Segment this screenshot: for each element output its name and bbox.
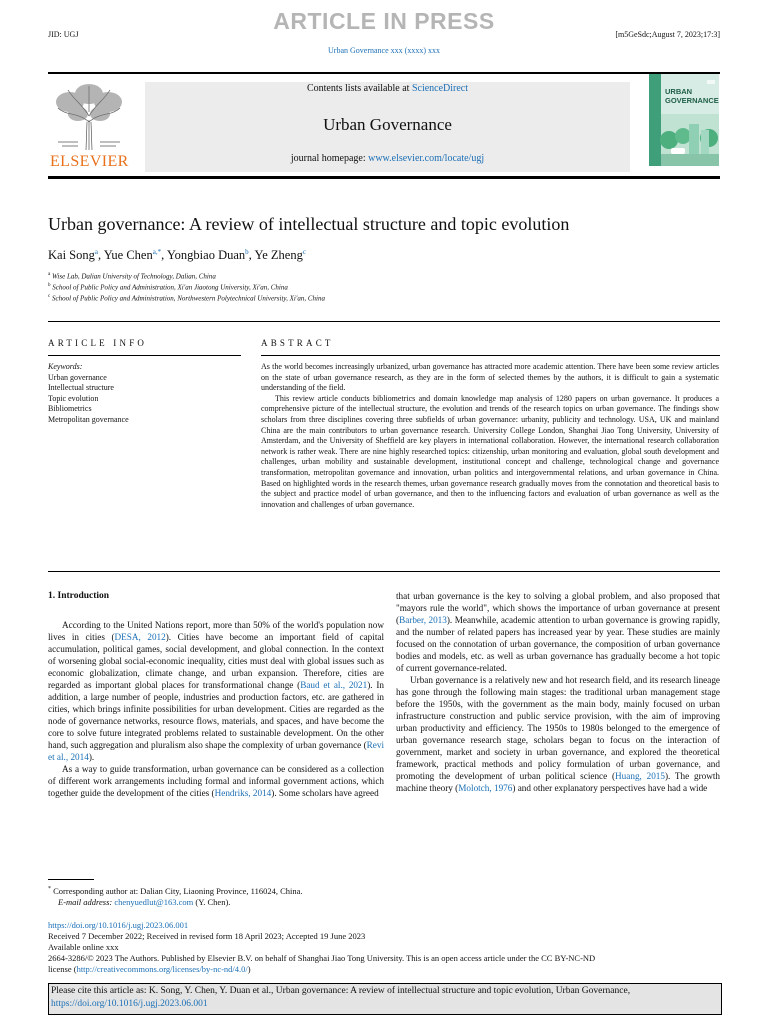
keyword: Topic evolution — [48, 393, 99, 403]
author-affil-mark[interactable]: c — [302, 248, 306, 256]
body-paragraph — [48, 619, 384, 763]
article-metadata — [48, 920, 720, 975]
keywords-block — [48, 362, 129, 426]
header-bottom-rule — [48, 176, 720, 179]
license-prefix: license ( — [48, 964, 77, 974]
author-list: Kai Song$^a$, Yue Chen$^{a,*}$, Yongbiao Duan$^b$, Ye Zheng$^c$ — [48, 248, 306, 263]
author-name[interactable]: Kai Song — [48, 248, 95, 263]
keyword: Urban governance — [48, 372, 107, 382]
citation-link[interactable]: Molotch, 1976 — [458, 783, 513, 793]
email-label: E-mail address: — [58, 896, 115, 907]
body-paragraph — [48, 763, 384, 799]
body-text: ). Some scholars have agreed — [271, 788, 379, 798]
cover-title-line2: GOVERNANCE — [665, 96, 719, 105]
license-text: 2664-3286/© 2023 The Authors. Published by Elsevier B.V. on behalf of Shanghai Jiao Tong University. This is an open access article under the CC BY-NC-ND — [48, 953, 596, 963]
article-info-rule — [48, 355, 241, 356]
affiliation-mark: b — [48, 283, 51, 288]
body-text: According to the United Nations report, more than 50% of the world's population now lives in cities ( — [48, 620, 384, 642]
citation-link[interactable]: Revi et al., 2014 — [48, 740, 384, 762]
journal-id: JID: UGJ — [48, 30, 79, 39]
homepage-link[interactable]: www.elsevier.com/locate/ugj — [368, 153, 485, 164]
body-text: ). — [88, 752, 95, 762]
body-text: Urban governance is a relatively new and hot research field, and its research lineage has gone through the following main stages: the traditional urban management stage before the 1950s, with the government as the main body, mainly focused on urban infrastructure construction and public service provision, with the aim of improving urban productivity and efficiency. The 1950s to 1980s belonged to the emergence of urban governance research stage, scholars began to focus on the interaction of government, market and society in urban governance, and explored the theoretical framework, practical methods and policy formulation of urban governance, and promoting the development of urban political science ( — [396, 675, 720, 781]
author-affil-mark[interactable]: b — [245, 248, 249, 256]
citation-link[interactable]: Barber, 2013 — [399, 615, 447, 625]
abstract-rule — [261, 355, 720, 356]
citation-link[interactable]: Baud et al., 2021 — [300, 680, 368, 690]
please-cite-text: Please cite this article as: K. Song, Y. Chen, Y. Duan et al., Urban governance: A review of intellectual structure and topic evolution, Urban Governance, — [51, 986, 631, 996]
manuscript-tag: [m5GeSdc;August 7, 2023;17:3] — [615, 30, 720, 39]
affiliation — [48, 294, 325, 302]
journal-cover-image — [649, 74, 719, 166]
affiliation-mark: c — [48, 294, 51, 299]
contents-available — [145, 83, 630, 94]
cover-title-line1: URBAN — [665, 87, 693, 96]
article-in-press-banner: ARTICLE IN PRESS — [273, 8, 495, 34]
license-link[interactable]: http://creativecommons.org/licenses/by-nc-nd/4.0/ — [76, 964, 248, 974]
footnote: * Corresponding author at: Dalian City, Liaoning Province, 116024, China. E-mail address: chenyuedlut@163.com (Y. Chen). — [48, 885, 303, 907]
doi-link[interactable]: https://doi.org/10.1016/j.ugj.2023.06.001 — [48, 920, 189, 930]
author-name[interactable]: Ye Zheng — [254, 248, 303, 263]
elsevier-logo — [48, 82, 130, 172]
license-suffix: ) — [247, 964, 251, 974]
body-text: ). Meanwhile, academic attention to urban governance is growing rapidly, and the number of related papers has increased year by year. These studies are mainly focused on the connotation of urban governance, the composition of urban governance bodies and models, etc. as well as urban governance has gradually become a hot topic of current governance-related. — [396, 615, 720, 673]
citation-link[interactable]: Huang, 2015 — [615, 771, 665, 781]
body-text: ). In addition, a large number of people, industries and production factors, etc. are gathered in cities, which brings infinite possibilities for urban development. Cities are regarded as the node of governance networks, resource flows, materials, and spaces, and have become the core to solve future integrated problems related to sustainable development. On the other hand, such aggregation and pluralism also shape the complexity of urban governance ( — [48, 680, 384, 750]
available-online: Available online xxx — [48, 942, 119, 952]
author-affil-mark[interactable]: a — [94, 248, 98, 256]
author-name[interactable]: Yongbiao Duan — [166, 248, 246, 263]
header-top-rule — [48, 72, 720, 74]
affiliation-text: Wise Lab, Dalian University of Technology, Dalian, China — [51, 272, 216, 281]
section-divider — [48, 571, 720, 572]
journal-citation-link[interactable]: Urban Governance xxx (xxxx) xxx — [328, 46, 440, 55]
author-name[interactable]: Yue Chen — [103, 248, 153, 263]
keyword: Intellectual structure — [48, 383, 114, 393]
footnote-rule — [48, 879, 94, 880]
received-dates: Received 7 December 2022; Received in revised form 18 April 2023; Accepted 19 June 2023 — [48, 931, 366, 941]
section-divider — [48, 321, 720, 322]
homepage-prefix: journal homepage: — [290, 153, 369, 164]
elsevier-wordmark: ELSEVIER — [50, 153, 129, 170]
affiliation — [48, 283, 288, 291]
citation-link[interactable]: DESA, 2012 — [114, 632, 166, 642]
affiliation-mark: a — [48, 272, 51, 277]
abstract-heading: ABSTRACT — [261, 338, 334, 348]
abstract-paragraph: This review article conducts bibliometrics and domain knowledge map analysis of 1280 papers on urban governance. It produces a comprehensive picture of the intellectual structure, the evolution and trends of the research topics on urban governance. The findings show scholars from three disciplines covering three subfields of urban governance: urbanity, publicity and technology. USA, UK and mainland China are the main contributors to urban governance research. University College London, Shanghai Jiao Tong University, University of Amsterdam, and the University of Sheffield are key players in international collaboration. However, the international research collaboration network is rather weak. There are nine highly researched topics: citizenship, urban monitoring and evaluation, global south development and challenges, urban mobility and sustainable development, institutional concept and challenge, technological change and governance transformation, metropolitan governance and innovation, urban politics and intergovernmental relations, and urban governance in China. Based on highlighted words in the research themes, urban governance research gradually moves from the connotation and theoretical basis to the subject and practice model of urban governance, and then to the influencing factors and evaluation of urban governance as well as the innovation and challenges of urban governance. — [261, 393, 719, 509]
author-affil-mark[interactable]: a,* — [152, 248, 162, 256]
article-title: Urban governance: A review of intellectual structure and topic evolution — [48, 214, 570, 234]
contents-prefix: Contents lists available at — [306, 83, 412, 94]
citation-link[interactable]: Hendriks, 2014 — [214, 788, 272, 798]
body-column-left — [48, 590, 384, 799]
section-heading-introduction: 1. Introduction — [48, 591, 110, 601]
body-paragraph — [396, 674, 720, 794]
journal-homepage — [145, 153, 630, 164]
email-suffix: (Y. Chen). — [193, 896, 231, 907]
body-text: As a way to guide transformation, urban governance can be considered as a collection of different work arrangements including formal and informal government actions, which together guide the development of the cities ( — [48, 764, 384, 798]
keyword: Bibliometrics — [48, 404, 92, 414]
article-info-heading: ARTICLE INFO — [48, 338, 148, 348]
please-cite-box — [48, 983, 722, 1015]
email-link[interactable]: chenyuedlut@163.com — [114, 896, 194, 907]
corresponding-author-note: Corresponding author at: Dalian City, Liaoning Province, 116024, China. — [53, 885, 303, 896]
affiliation — [48, 272, 216, 280]
abstract-body — [261, 362, 719, 510]
affiliation-text: School of Public Policy and Administration, Xi'an Jiaotong University, Xi'an, China — [52, 283, 288, 292]
abstract-paragraph: As the world becomes increasingly urbanized, urban governance has attracted more academic attention. There have been some review articles on the state of urban governance research, as they are in the form of selected themes by the authors, it is difficult to gain a systematic understanding of the field. — [261, 362, 719, 393]
keywords-label: Keywords: — [48, 362, 83, 371]
sciencedirect-link[interactable]: ScienceDirect — [411, 83, 469, 94]
body-paragraph — [396, 590, 720, 674]
body-text: that urban governance is the key to solving a global problem, and also proposed that "mayors rule the world", which shows the importance of urban governance at present ( — [396, 591, 720, 625]
journal-name: Urban Governance — [323, 115, 452, 134]
please-cite-doi-link[interactable]: https://doi.org/10.1016/j.ugj.2023.06.001 — [51, 999, 208, 1009]
body-column-right — [396, 590, 720, 794]
body-text: ). The growth machine theory ( — [396, 771, 721, 793]
keyword: Metropolitan governance — [48, 414, 129, 424]
body-text: ). Cities have become an important field of capital accumulation, political games, social development, and global connection. In the context of worsening global social-economic inequality, cities must deal with global issues such as economic globalization, climate change, and urban expansion. Therefore, cities are regarded as important global places for transformational change ( — [48, 632, 385, 690]
affiliation-text: School of Public Policy and Administration, Northwestern Polytechnical University, Xi'an, China — [51, 294, 325, 303]
body-text: ) and other explanatory perspectives have had a wide — [512, 783, 708, 793]
